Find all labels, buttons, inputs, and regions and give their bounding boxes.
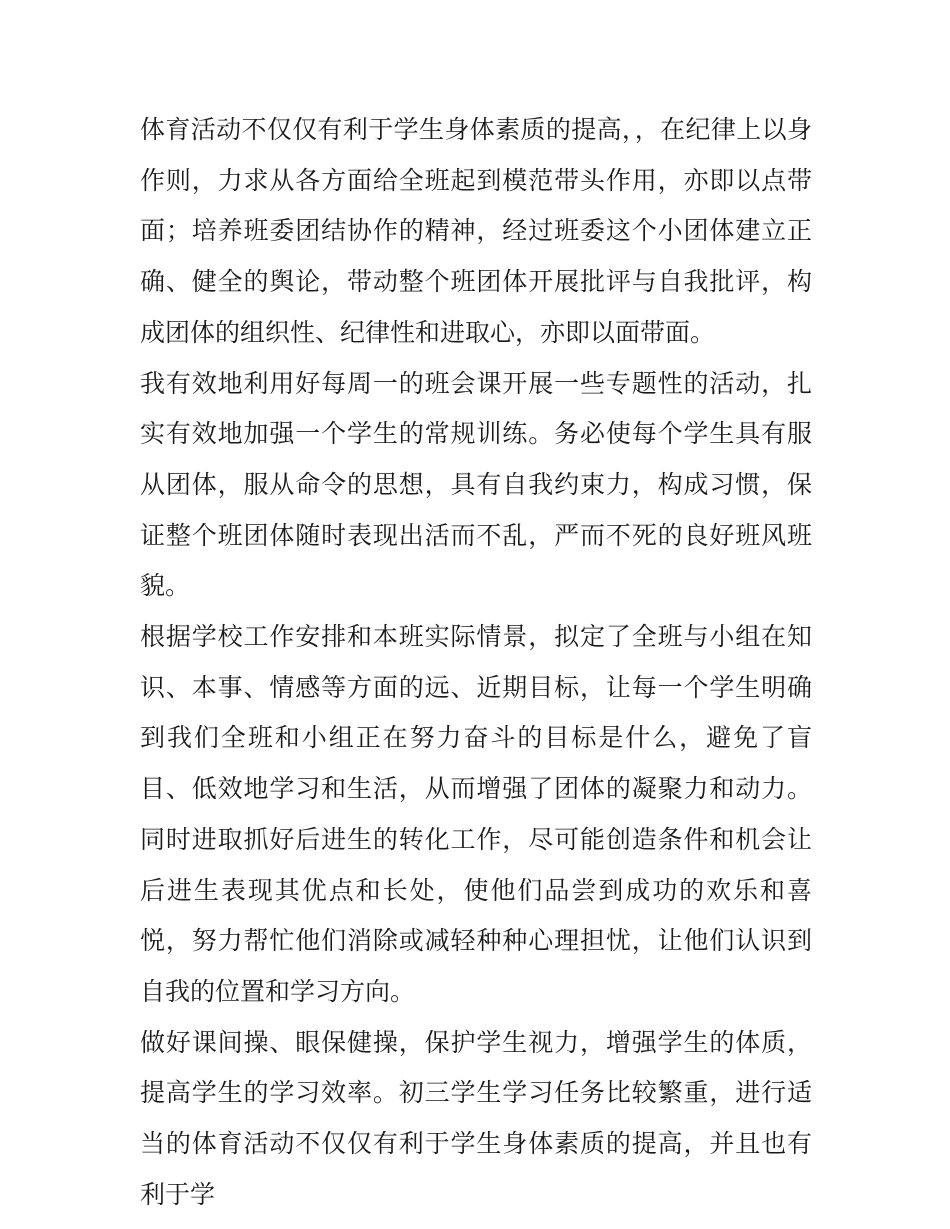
paragraph-4: 做好课间操、眼保健操，保护学生视力，增强学生的体质，提高学生的学习效率。初三学生学习任务比较繁重，进行适当的体育活动不仅仅有利于学生身体素质的提高，并且也有利于学 bbox=[140, 1027, 812, 1209]
paragraph-1: 体育活动不仅仅有利于学生身体素质的提高，，在纪律上以身作则，力求从各方面给全班起到模范带头作用，亦即以点带面；培养班委团结协作的精神，经过班委这个小团体建立正确、健全的舆论，带动整个班团体开展批评与自我批评，构成团体的组织性、纪律性和进取心，亦即以面带面。 bbox=[140, 115, 812, 347]
document-page bbox=[140, 105, 812, 1220]
paragraph-2: 我有效地利用好每周一的班会课开展一些专题性的活动，扎实有效地加强一个学生的常规训练。务必使每个学生具有服从团体，服从命令的思想，具有自我约束力，构成习惯，保证整个班团体随时表现出活而不乱，严而不死的良好班风班貌。 bbox=[140, 368, 812, 601]
paragraph-3: 根据学校工作安排和本班实际情景，拟定了全班与小组在知识、本事、情感等方面的远、近期目标，让每一个学生明确到我们全班和小组正在努力奋斗的目标是什么，避免了盲目、低效地学习和生活，从而增强了团体的凝聚力和动力。同时进取抓好后进生的转化工作，尽可能创造条件和机会让后进生表现其优点和长处，使他们品尝到成功的欢乐和喜悦，努力帮忙他们消除或减轻种种心理担忧，让他们认识到自我的位置和学习方向。 bbox=[140, 622, 812, 1006]
